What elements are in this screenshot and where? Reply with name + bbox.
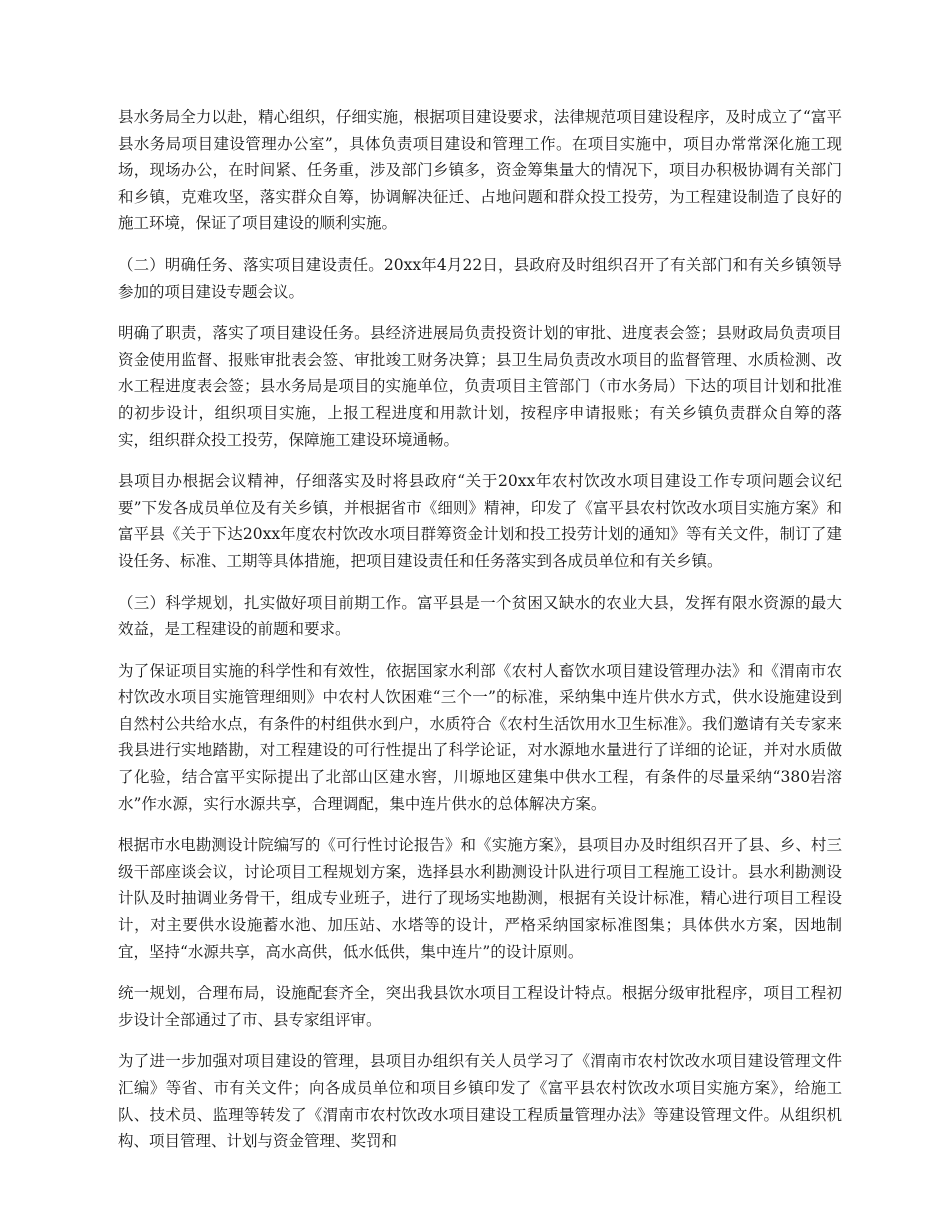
- paragraph-1: 县水务局全力以赴，精心组织，仔细实施，根据项目建设要求，法律规范项目建设程序，及时成立了“富平县水务局项目建设管理办公室”，具体负责项目建设和管理工作。在项目实施中，项目办常常深化施工现场，现场办公，在时间紧、任务重，涉及部门乡镇多，资金筹集量大的情况下，项目办积极协调有关部门和乡镇，克难攻坚，落实群众自筹，协调解决征迁、占地问题和群众投工投劳，为工程建设制造了良好的施工环境，保证了项目建设的顺利实施。: [118, 108, 842, 233]
- paragraph-4: 县项目办根据会议精神，仔细落实及时将县政府“关于20xx年农村饮改水项目建设工作专项问题会议纪要”下发各成员单位及有关乡镇，并根据省市《细则》精神，印发了《富平县农村饮改水项目实施方案》和富平县《关于下达20xx年度农村饮改水项目群筹资金计划和投工投劳计划的通知》等有关文件，制订了建设任务、标准、工期等具体措施，把项目建设责任和任务落实到各成员单位和有关乡镇。: [118, 472, 842, 570]
- paragraph-6: 为了保证项目实施的科学性和有效性，依据国家水利部《农村人畜饮水项目建设管理办法》和《渭南市农村饮改水项目实施管理细则》中农村人饮困难“三个一”的标准，采纳集中连片供水方式，供水设施建设到自然村公共给水点，有条件的村组供水到户，水质符合《农村生活饮用水卫生标准》。我们邀请有关专家来我县进行实地踏勘，对工程建设的可行性提出了科学论证，对水源地水量进行了详细的论证，并对水质做了化验，结合富平实际提出了北部山区建水窖，川塬地区建集中供水工程，有条件的尽量采纳“380岩溶水”作水源，实行水源共享，合理调配，集中连片供水的总体解决方案。: [118, 661, 842, 813]
- paragraph-5: （三）科学规划，扎实做好项目前期工作。富平县是一个贫困又缺水的农业大县，发挥有限水资源的最大效益，是工程建设的前题和要求。: [118, 593, 842, 639]
- paragraph-7: 根据市水电勘测设计院编写的《可行性讨论报告》和《实施方案》，县项目办及时组织召开了县、乡、村三级干部座谈会议，讨论项目工程规划方案，选择县水利勘测设计队进行项目工程施工设计。县水利勘测设计队及时抽调业务骨干，组成专业班子，进行了现场实地勘测，根据有关设计标准，精心进行项目工程设计，对主要供水设施蓄水池、加压站、水塔等的设计，严格采纳国家标准图集；具体供水方案，因地制宜，坚持“水源共享，高水高供，低水低供，集中连片”的设计原则。: [118, 836, 842, 961]
- paragraph-9: 为了进一步加强对项目建设的管理，县项目办组织有关人员学习了《渭南市农村饮改水项目建设管理文件汇编》等省、市有关文件；向各成员单位和项目乡镇印发了《富平县农村饮改水项目实施方案》，给施工队、技术员、监理等转发了《渭南市农村饮改水项目建设工程质量管理办法》等建设管理文件。从组织机构、项目管理、计划与资金管理、奖罚和: [118, 1052, 842, 1151]
- paragraph-2: （二）明确任务、落实项目建设责任。20xx年4月22日，县政府及时组织召开了有关部门和有关乡镇领导参加的项目建设专题会议。: [118, 255, 842, 301]
- paragraph-3: 明确了职责，落实了项目建设任务。县经济进展局负责投资计划的审批、进度表会签；县财政局负责项目资金使用监督、报账审批表会签、审批竣工财务决算；县卫生局负责改水项目的监督管理、水质检测、改水工程进度表会签；县水务局是项目的实施单位，负责项目主管部门（市水务局）下达的项目计划和批准的初步设计，组织项目实施，上报工程进度和用款计划，按程序申请报账；有关乡镇负责群众自筹的落实，组织群众投工投劳，保障施工建设环境通畅。: [118, 324, 842, 449]
- paragraph-8: 统一规划，合理布局，设施配套齐全，突出我县饮水项目工程设计特点。根据分级审批程序，项目工程初步设计全部通过了市、县专家组评审。: [118, 984, 842, 1029]
